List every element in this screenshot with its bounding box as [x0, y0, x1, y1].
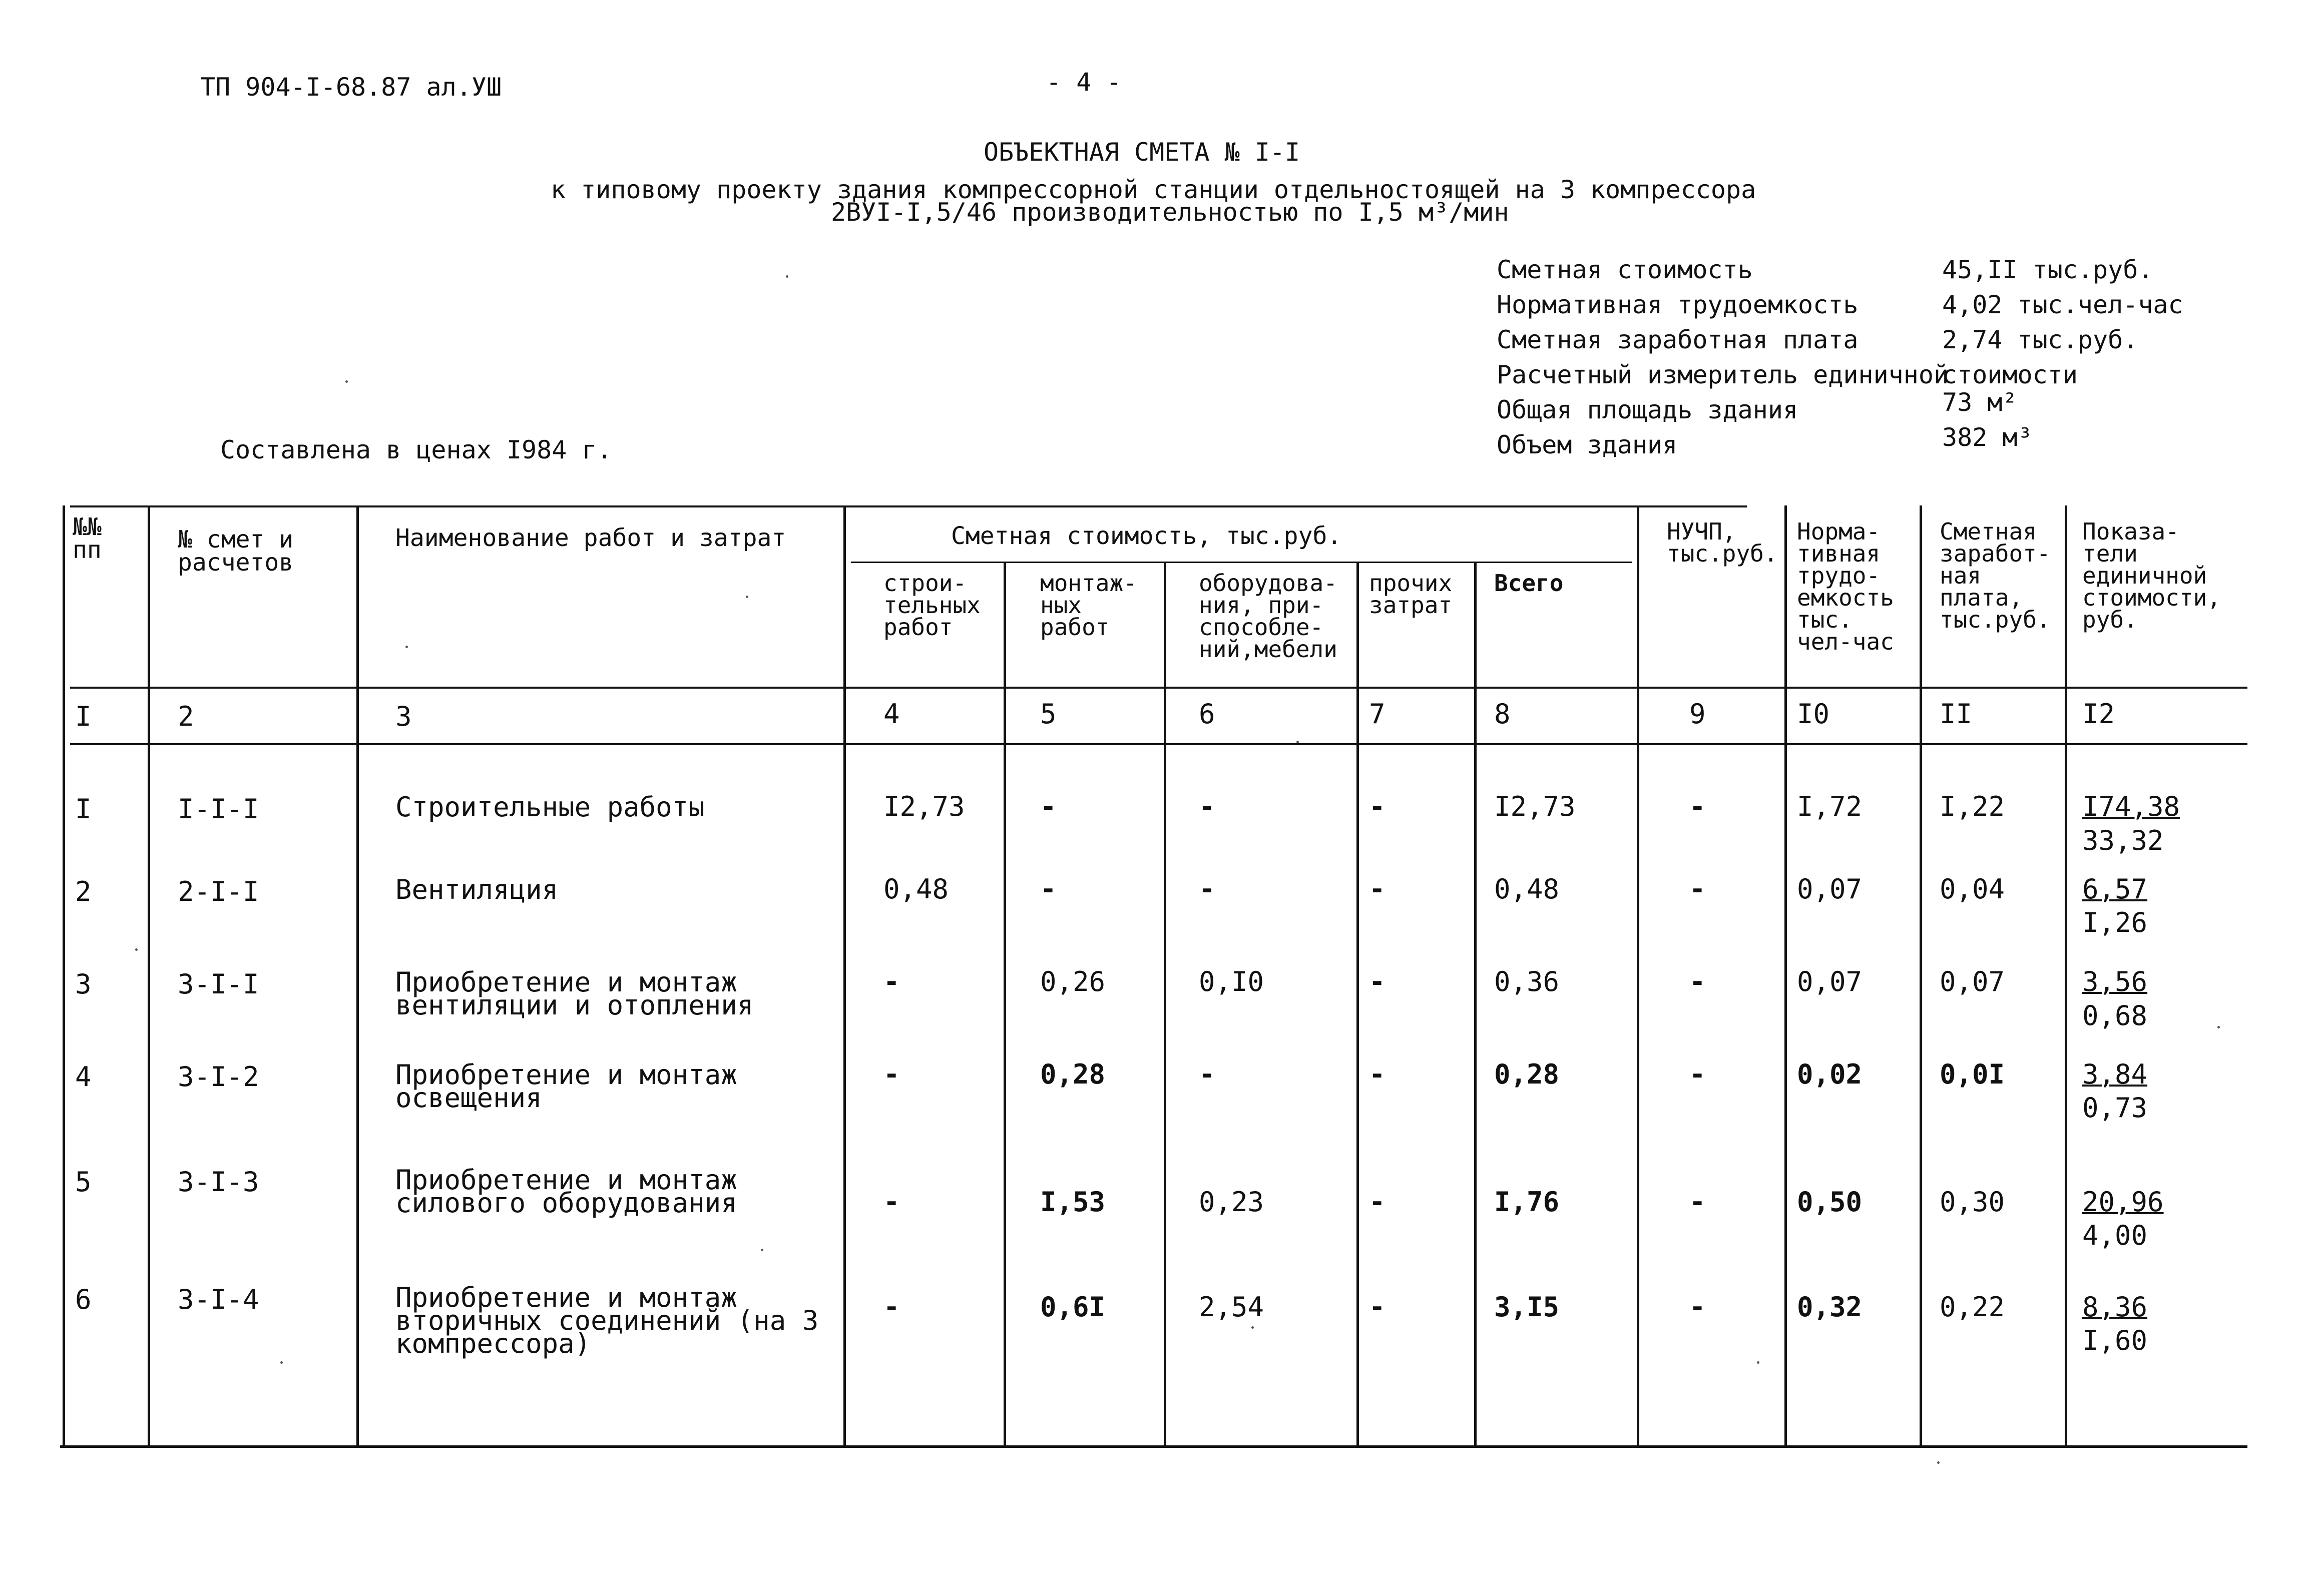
work-name: Приобретение и монтаж вентиляции и отопления [395, 966, 754, 1021]
row-number: 6 [75, 1284, 92, 1315]
estimate-code: 2-I-I [178, 876, 259, 907]
column-number: 3 [395, 701, 412, 732]
installation-cost: I,53 [1040, 1186, 1106, 1218]
header-installation-works: монтаж- ных работ [1040, 570, 1137, 641]
header-labor-intensity: Норма- тивная трудо- емкость тыс. чел-час [1797, 518, 1894, 655]
nuchp-value: - [1689, 966, 1706, 997]
other-cost: - [1369, 966, 1386, 997]
nuchp-value: - [1689, 1291, 1706, 1323]
column-rule [1920, 505, 1922, 1446]
wages: 0,22 [1940, 1291, 2005, 1323]
column-number: 9 [1689, 698, 1706, 730]
summary-label: Сметная стоимость [1497, 255, 1753, 284]
group-header-rule [851, 562, 1632, 563]
column-number: 7 [1369, 698, 1386, 730]
unit-cost-total: I74,38 [2082, 791, 2180, 822]
work-name: Вентиляция [395, 874, 559, 905]
scan-speck [405, 646, 408, 648]
row-number: 3 [75, 968, 92, 1000]
subtitle-line-2: 2ВУI-I,5/46 производительностью по I,5 м³/мин [831, 198, 1509, 227]
column-rule [843, 505, 846, 1446]
unit-cost-construction: 4,00 [2082, 1220, 2148, 1251]
unit-cost-construction: I,26 [2082, 907, 2148, 938]
wages: 0,30 [1940, 1186, 2005, 1218]
header-total: Всего [1494, 570, 1564, 597]
unit-cost-construction: 33,32 [2082, 825, 2164, 856]
construction-cost: - [883, 1058, 900, 1090]
summary-value: 4,02 тыс.чел-час [1942, 290, 2183, 319]
estimate-code: 3-I-3 [178, 1166, 259, 1198]
installation-cost: 0,26 [1040, 966, 1106, 997]
work-name: Приобретение и монтаж силового оборудования [395, 1164, 737, 1219]
wages: 0,04 [1940, 873, 2005, 905]
installation-cost: 0,28 [1040, 1058, 1106, 1090]
row-number: 5 [75, 1166, 92, 1198]
header-row-number: №№ пп [73, 513, 102, 564]
scan-speck [786, 275, 788, 278]
scan-speck [1296, 741, 1299, 743]
summary-label: Объем здания [1497, 430, 1678, 459]
document-title: ОБЪЕКТНАЯ СМЕТА № I-I [984, 138, 1300, 167]
total-cost: I2,73 [1494, 791, 1576, 822]
labor-intensity: I,72 [1797, 791, 1863, 822]
header-construction-works: строи- тельных работ [883, 570, 981, 641]
page-number: - 4 - [1046, 68, 1122, 97]
nuchp-value: - [1689, 1058, 1706, 1090]
column-number: 8 [1494, 698, 1511, 730]
unit-cost-total: 3,84 [2082, 1058, 2148, 1090]
equipment-cost: 2,54 [1199, 1291, 1264, 1323]
total-cost: 0,28 [1494, 1058, 1560, 1090]
scan-speck [746, 596, 748, 598]
construction-cost: - [883, 966, 900, 997]
column-number: I2 [2082, 698, 2115, 730]
column-rule [1637, 505, 1639, 1446]
column-rule [1474, 562, 1477, 1446]
scan-speck [135, 948, 138, 951]
table-top-border [70, 505, 1747, 507]
summary-label: Общая площадь здания [1497, 395, 1798, 424]
nuchp-value: - [1689, 791, 1706, 822]
construction-cost: 0,48 [883, 873, 949, 905]
unit-cost-total: 20,96 [2082, 1186, 2164, 1218]
equipment-cost: - [1199, 791, 1215, 822]
column-rule [1356, 562, 1359, 1446]
summary-label: Нормативная трудоемкость [1497, 290, 1859, 319]
scan-speck [761, 1249, 763, 1251]
installation-cost: 0,6I [1040, 1291, 1106, 1323]
total-cost: 3,I5 [1494, 1291, 1560, 1323]
work-name: Строительные работы [395, 791, 705, 823]
unit-cost-total: 6,57 [2082, 873, 2148, 905]
estimate-code: 3-I-I [178, 968, 259, 1000]
column-number: 5 [1040, 698, 1057, 730]
column-rule [1004, 562, 1006, 1446]
column-rule [1164, 562, 1166, 1446]
summary-value: 2,74 тыс.руб. [1942, 325, 2138, 354]
total-cost: I,76 [1494, 1186, 1560, 1218]
equipment-cost: - [1199, 873, 1215, 905]
unit-cost-construction: 0,68 [2082, 1000, 2148, 1031]
column-rule [1784, 505, 1787, 1446]
wages: 0,07 [1940, 966, 2005, 997]
column-number: II [1940, 698, 1973, 730]
estimate-code: 3-I-2 [178, 1061, 259, 1093]
header-equipment: оборудова- ния, при- способле- ний,мебели [1199, 570, 1337, 663]
labor-intensity: 0,50 [1797, 1186, 1863, 1218]
header-other-costs: прочих затрат [1369, 570, 1453, 619]
header-estimate-number: № смет и расчетов [178, 525, 294, 577]
total-cost: 0,36 [1494, 966, 1560, 997]
summary-label: Сметная заработная плата [1497, 325, 1859, 354]
construction-cost: - [883, 1186, 900, 1218]
header-unit-cost: Показа- тели единичной стоимости, руб. [2082, 518, 2221, 633]
row-number: I [75, 793, 92, 825]
equipment-cost: 0,I0 [1199, 966, 1264, 997]
prices-note: Составлена в ценах I984 г. [220, 435, 612, 464]
scan-speck [345, 380, 348, 383]
column-rule [2065, 505, 2067, 1446]
other-cost: - [1369, 1291, 1386, 1323]
nuchp-value: - [1689, 1186, 1706, 1218]
header-work-name: Наименование работ и затрат [395, 524, 786, 552]
subtitle-line-1: к типовому проекту здания компрессорной станции отдельностоящей на 3 компрессора [551, 175, 1756, 204]
total-cost: 0,48 [1494, 873, 1560, 905]
summary-value: 73 м² [1942, 388, 2018, 417]
row-number: 4 [75, 1061, 92, 1093]
installation-cost: - [1040, 791, 1057, 822]
unit-cost-total: 8,36 [2082, 1291, 2148, 1323]
column-number: 2 [178, 701, 194, 732]
wages: 0,0I [1940, 1058, 2005, 1090]
header-nuchp: НУЧП, тыс.руб. [1667, 518, 1778, 567]
summary-value: 382 м³ [1942, 423, 2033, 452]
estimate-code: 3-I-4 [178, 1284, 259, 1315]
labor-intensity: 0,07 [1797, 873, 1863, 905]
nuchp-value: - [1689, 873, 1706, 905]
column-number: I [75, 701, 92, 732]
column-number: 6 [1199, 698, 1215, 730]
column-rule [148, 505, 150, 1446]
other-cost: - [1369, 1186, 1386, 1218]
unit-cost-total: 3,56 [2082, 966, 2148, 997]
column-number: I0 [1797, 698, 1830, 730]
scan-speck [280, 1361, 283, 1364]
installation-cost: - [1040, 873, 1057, 905]
document-code: ТП 904-I-68.87 ал.УШ [200, 73, 502, 102]
scan-speck [1757, 1361, 1759, 1364]
labor-intensity: 0,02 [1797, 1058, 1863, 1090]
construction-cost: I2,73 [883, 791, 965, 822]
wages: I,22 [1940, 791, 2005, 822]
other-cost: - [1369, 791, 1386, 822]
header-cost-group: Сметная стоимость, тыс.руб. [951, 522, 1342, 550]
unit-cost-construction: 0,73 [2082, 1092, 2148, 1124]
column-rule [356, 505, 359, 1446]
work-name: Приобретение и монтаж освещения [395, 1059, 737, 1114]
unit-cost-construction: I,60 [2082, 1325, 2148, 1356]
row-number: 2 [75, 876, 92, 907]
other-cost: - [1369, 873, 1386, 905]
scan-speck [2217, 1026, 2220, 1028]
equipment-cost: 0,23 [1199, 1186, 1264, 1218]
summary-value: 45,II тыс.руб. [1942, 255, 2153, 284]
summary-label: Расчетный измеритель единичной [1497, 360, 1949, 389]
work-name: Приобретение и монтаж вторичных соединений (на 3 компрессора) [395, 1282, 819, 1359]
scan-speck [1937, 1461, 1940, 1464]
labor-intensity: 0,32 [1797, 1291, 1863, 1323]
construction-cost: - [883, 1291, 900, 1323]
labor-intensity: 0,07 [1797, 966, 1863, 997]
column-number: 4 [883, 698, 900, 730]
scan-speck [1251, 1326, 1254, 1329]
summary-value: стоимости [1942, 360, 2078, 389]
other-cost: - [1369, 1058, 1386, 1090]
equipment-cost: - [1199, 1058, 1215, 1090]
estimate-code: I-I-I [178, 793, 259, 825]
header-wages: Сметная заработ- ная плата, тыс.руб. [1940, 518, 2051, 633]
column-rule [63, 505, 65, 1446]
